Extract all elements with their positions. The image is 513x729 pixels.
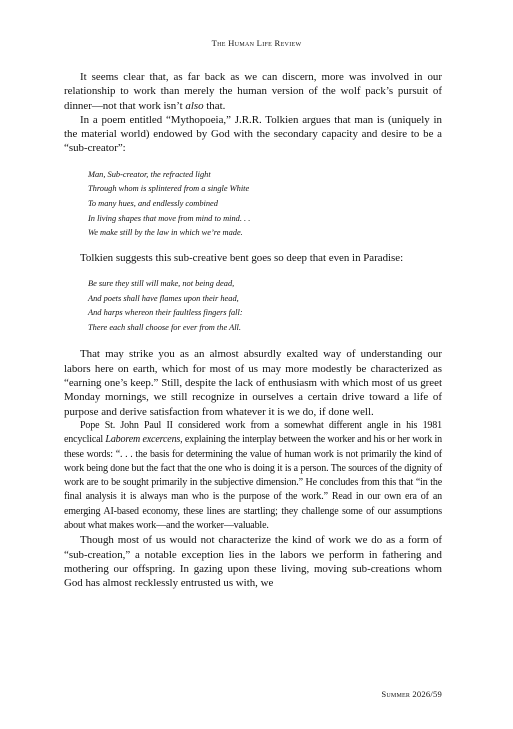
paragraph-1-text-b: that. — [203, 99, 226, 112]
verse-line: There each shall choose for ever from the All. — [88, 322, 241, 332]
paragraph-4: That may strike you as an almost absurdly exalted way of understanding our labors here on earth, which for most of us may more modestly be characterized as “earning one’s keep.” Still, despite the lack of enthusiasm with which most of us greet Monday mornings, we still recognize in ourselves a certain drive toward a life of purpose and derive satisfaction from whatever it is we do, if done well. — [64, 348, 442, 418]
verse-line: In living shapes that move from mind to mind. . . — [88, 213, 251, 223]
body-text — [64, 70, 442, 590]
verse-line: Man, Sub-creator, the refracted light — [88, 169, 211, 179]
verse-quote-1 — [88, 168, 442, 241]
verse-line: To many hues, and endlessly combined — [88, 198, 218, 208]
running-head: The Human Life Review — [211, 38, 302, 48]
verse-line: We make still by the law in which we’re made. — [88, 228, 243, 238]
paragraph-6: Though most of us would not characterize the kind of work we do as a form of “sub-creation,” a notable exception lies in the labors we perform in fathering and mothering our offspring. In gazing upon these living, moving sub-creations whom God has almost recklessly entrusted us with, we — [64, 534, 442, 590]
paragraph-3: Tolkien suggests this sub-creative bent goes so deep that even in Paradise: — [80, 251, 404, 264]
paragraph-5-text-b: explaining the interplay between the worker and his or her work in these words: “. . . the basis for determining the value of human work is not primarily the kind of work being done but the fact that the one who is doing it is a person. The sources of the dignity of work are to be sought primarily in the subjective dimension.” He concludes from this that “in the final analysis it is always man who is the purpose of the work.” Read in our own era of an emerging AI-based economy, these lines are startling; they challenge some of our assumptions about what makes work—and the worker—valuable. — [64, 434, 443, 531]
paragraph-1-text-a: It seems clear that, as far back as we can discern, more was involved in our relationship to work than merely the human version of the wolf pack’s pursuit of dinner—not that work isn’t — [64, 71, 442, 112]
paragraph-1-emphasis: also — [185, 99, 204, 112]
verse-line: Through whom is splintered from a single White — [88, 184, 250, 194]
verse-line: And harps whereon their faultless fingers fall: — [88, 308, 243, 318]
paragraph-5 — [64, 419, 442, 533]
paragraph-5-text-a: Pope St. John Paul II considered work from a somewhat different angle in his 1981 encyclical — [64, 419, 442, 446]
verse-line: And poets shall have flames upon their head, — [88, 293, 239, 303]
paragraph-2: In a poem entitled “Mythopoeia,” J.R.R. Tolkien argues that man is (uniquely in the material world) endowed by God with the secondary capacity and desire to be a “sub-creator”: — [64, 113, 442, 155]
page-folio: Summer 2026/59 — [381, 689, 442, 699]
verse-quote-2 — [88, 277, 442, 335]
paragraph-1 — [64, 70, 442, 113]
paragraph-5-emphasis: Laborem excercens, — [105, 434, 183, 446]
verse-line: Be sure they still will make, not being dead, — [88, 279, 235, 289]
